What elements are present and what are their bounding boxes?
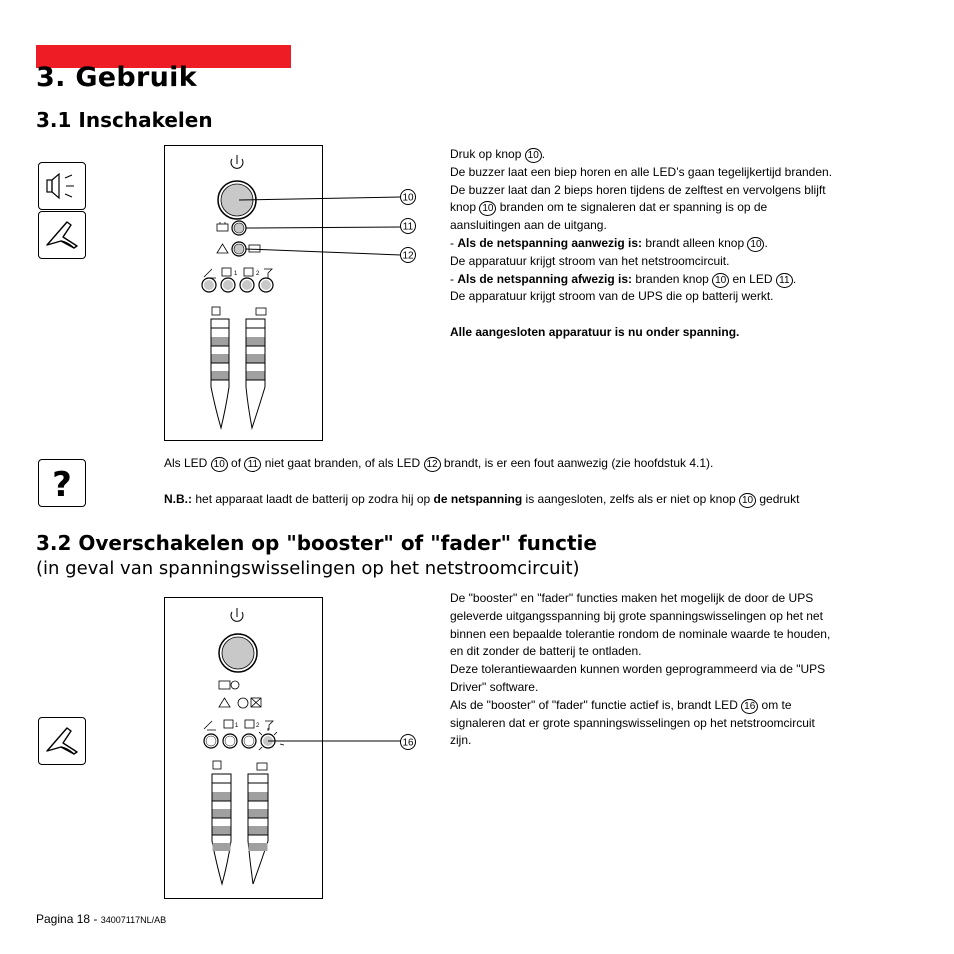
question-icon [38, 459, 86, 507]
section-heading-booster: 3.2 Overschakelen op "booster" of "fader" functie [36, 531, 597, 555]
outlet-2-label: 2 [256, 723, 260, 729]
section2-text: De "booster" en "fader" functies maken het mogelijk de door de UPS geleverde uitgangsspanning bij grote spanningswisselingen op het net binnen een bepaalde tolerantie rondom de nominale waarde te houden, en dit zonder de batterij te ontladen. Deze tolerantiewaarden kunnen worden geprogrammeerd via de "UPS Driver" software. Als de "booster" of "fader" functie actief is, brandt LED 16 om te signaleren dat er grote spanningswisselingen op het netstroomcircuit zijn. [450, 591, 831, 748]
svg-text:?: ? [52, 465, 72, 505]
outlet-2-label: 2 [256, 271, 260, 277]
ups-front-panel-figure-1 [164, 145, 424, 442]
callout-10: 10 [402, 192, 414, 204]
page-footer [36, 912, 166, 926]
hand-pointer-icon [38, 211, 86, 259]
callout-11: 11 [402, 221, 414, 233]
page-number: Pagina 18 - [36, 912, 98, 926]
outlet-1-label: 1 [234, 271, 238, 277]
ref-10: 10 [747, 237, 764, 252]
section-subheading-booster: (in geval van spanningswisselingen op het netstroomcircuit) [36, 558, 580, 579]
nb-text: N.B.: het apparaat laadt de batterij op zodra hij op de netspanning is aangesloten, zelfs als er niet op knop 10 gedrukt [164, 492, 800, 506]
ref-10: 10 [479, 201, 496, 216]
ups-front-panel-figure-2 [164, 597, 424, 900]
ref-10: 10 [525, 148, 542, 163]
section-heading-inschakelen: 3.1 Inschakelen [36, 108, 213, 132]
callout-12: 12 [402, 250, 414, 262]
warning-text: Als LED 10 of 11 niet gaat branden, of als LED 12 brandt, is er een fout aanwezig (zie hoofdstuk 4.1). [164, 456, 714, 470]
ref-10: 10 [712, 273, 729, 288]
page-title: 3. Gebruik [36, 62, 197, 93]
callout-16: 16 [402, 737, 414, 749]
speaker-icon [38, 162, 86, 210]
ref-16: 16 [741, 699, 758, 714]
section1-text: Druk op knop 10 . De buzzer laat een biep horen en alle LED’s gaan tegelijkertijd branden. De buzzer laat dan 2 bieps horen tijdens de zelftest en vervolgens blijft knop 10 branden om te signaleren dat er spanning is op de aansluitingen aan de uitgang. - Als de netspanning aanwezig is: brandt alleen knop 10 . De apparatuur krijgt stroom van het netstroomcircuit. - Als de netspanning afwezig is: branden knop 10 en LED 11 . De apparatuur krijgt stroom van de UPS die op batterij werkt. Alle aangesloten apparatuur is nu onder spanning. [450, 147, 833, 339]
document-code: 34007117NL/AB [100, 915, 167, 925]
ref-11: 11 [776, 273, 793, 288]
outlet-1-label: 1 [235, 723, 239, 729]
hand-pointer-icon [38, 717, 86, 765]
